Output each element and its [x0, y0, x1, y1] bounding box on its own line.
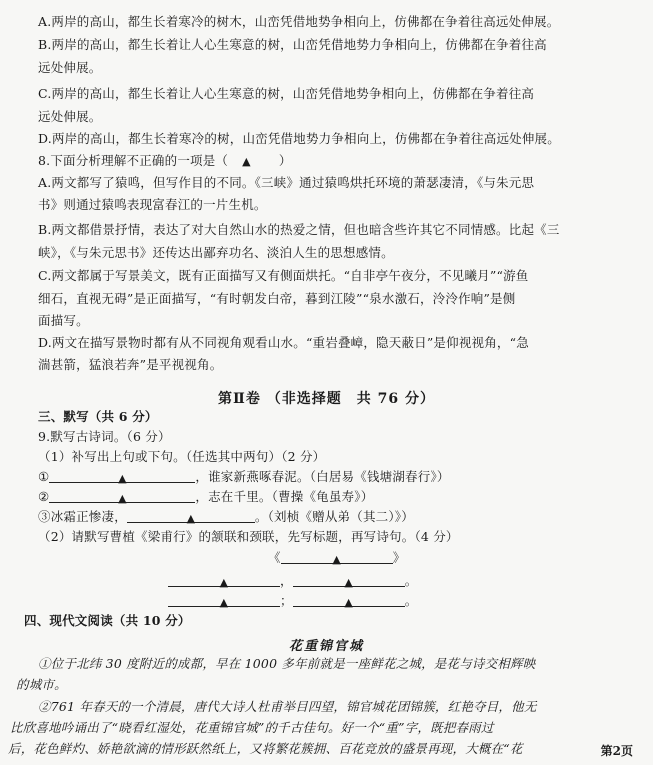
poem-title-blank[interactable]	[281, 551, 393, 564]
q9-item2-number: ②	[38, 489, 50, 504]
q9-stem: 9.默写古诗词。（6 分）	[38, 429, 171, 444]
q7-option-a: A.两岸的高山，都生长着寒冷的树木，山峦凭借地势争相向上，仿佛都在争着往高远处伸展。	[38, 14, 560, 29]
q9-item2	[38, 489, 373, 505]
q9-item1-text: ，谁家新燕啄春泥。（白居易《钱塘湖春行》）	[195, 469, 450, 484]
q7-option-c-line1: C.两岸的高山，都生长着让人心生寒意的树，山峦凭借地势争相向上，仿佛都在争着往高	[38, 86, 535, 101]
poem-row-1	[168, 573, 417, 589]
poem-line-2-blank[interactable]	[293, 574, 405, 587]
paragraph-2-line1: ②761 年春天的一个清晨，唐代大诗人杜甫举目四望，锦官城花团锦簇，红艳夺目，他无	[38, 699, 537, 714]
q9-part1: （1）补写出上句或下句。（任选其中两句）（2 分）	[38, 449, 326, 464]
paragraph-2-line2: 比欣喜地吟诵出了“晓看红湿处，花重锦官城”的千古佳句。好一个“重”字，既把春雨过	[10, 720, 494, 735]
answer-marker-icon: ▲	[344, 576, 354, 589]
q9-item3-blank[interactable]	[127, 510, 255, 523]
q8-stem-text: 8.下面分析理解不正确的一项是（	[38, 153, 229, 168]
answer-marker-icon: ▲	[219, 576, 229, 589]
poem-line-1-blank[interactable]	[168, 574, 280, 587]
q8-option-b-line1: B.两文都借景抒情，表达了对大自然山水的热爱之情，但也暗含些许其它不同情感。比起《三	[38, 222, 560, 237]
semicolon: ；	[280, 593, 293, 608]
q8-option-a-line1: A.两文都写了猿鸣，但写作目的不同。《三峡》通过猿鸣烘托环境的萧瑟凄清，《与朱元思	[38, 175, 535, 190]
q9-item2-text: ，志在千里。（曹操《龟虽寿》）	[195, 489, 374, 504]
title-close-bracket: 》	[392, 550, 406, 565]
poem-line-4-blank[interactable]	[293, 594, 405, 607]
comma: ，	[280, 573, 293, 588]
period: 。	[404, 573, 418, 588]
q8-option-b-line2: 峡》，《与朱元思书》还传达出鄙弃功名、淡泊人生的思想感情。	[38, 245, 394, 260]
answer-marker-icon: ▲	[186, 512, 196, 525]
q7-option-d: D.两岸的高山，都生长着寒冷的树，山峦凭借地势力争相向上，仿佛都在争着往高远处伸展。	[38, 131, 560, 146]
answer-marker-icon: ▲	[118, 492, 127, 505]
q8-stem	[38, 153, 292, 169]
q8-option-d-line1: D.两文在描写景物时都有从不同视角观看山水。“重岩叠嶂，隐天蔽日”是仰视视角，“急	[38, 335, 529, 350]
section-2-title: 第Ⅱ卷 （非选择题 共 76 分）	[218, 391, 435, 407]
q9-part2: （2）请默写曹植《梁甫行》的颔联和颈联，先写标题，再写诗句。（4 分）	[38, 529, 459, 544]
q8-option-a-line2: 书》则通过猿鸣表现富春江的一片生机。	[38, 197, 267, 212]
poem-row-2	[168, 593, 417, 609]
answer-marker-icon: ▲	[242, 155, 251, 168]
q9-item3	[38, 509, 414, 525]
paragraph-2-line3: 后，花色鲜灼、娇艳欲滴的情形跃然纸上，又将繁花簇拥、百花竞放的盛景再现，大概在“花	[8, 741, 523, 756]
q8-option-c-line1: C.两文都属于写景美文，既有正面描写又有侧面烘托。“自非亭午夜分，不见曦月”“游鱼	[38, 268, 529, 283]
page-number: 第2页	[600, 744, 633, 758]
q7-option-b-line2: 远处伸展。	[38, 60, 102, 75]
answer-marker-icon: ▲	[344, 596, 354, 609]
reading-heading: 四、现代文阅读（共 10 分）	[24, 613, 191, 628]
article-title: 花重锦官城	[288, 639, 364, 654]
q8-option-d-line2: 湍甚箭，猛浪若奔”是平视视角。	[38, 357, 223, 372]
dictation-heading: 三、默写（共 6 分）	[38, 409, 158, 424]
q9-item3-text-after: 。（刘桢《赠从弟（其二）》）	[254, 509, 414, 524]
period: 。	[404, 593, 418, 608]
answer-marker-icon: ▲	[219, 596, 229, 609]
q7-option-c-line2: 远处伸展。	[38, 109, 102, 124]
paragraph-1-line2: 的城市。	[16, 677, 67, 692]
q8-option-c-line2: 细石，直视无碍”是正面描写，“有时朝发白帝，暮到江陵”“泉水激石，泠泠作响”是侧	[38, 291, 516, 306]
q8-stem-close: ）	[278, 153, 292, 168]
paragraph-1-line1: ①位于北纬 30 度附近的成都，早在 1000 多年前就是一座鲜花之城，是花与诗交相辉映	[38, 656, 536, 671]
title-open-bracket: 《	[268, 550, 281, 565]
q7-option-b-line1: B.两岸的高山，都生长着让人心生寒意的树，山峦凭借地势力争相向上，仿佛都在争着往高	[38, 37, 547, 52]
q9-item1	[38, 469, 450, 485]
q9-item1-number: ①	[38, 469, 50, 484]
poem-title-row	[268, 550, 405, 566]
q9-item2-blank[interactable]	[49, 490, 195, 503]
answer-marker-icon: ▲	[118, 472, 127, 485]
q9-item1-blank[interactable]	[49, 470, 195, 483]
poem-line-3-blank[interactable]	[168, 594, 280, 607]
q9-item3-text-before: ③冰霜正惨凄，	[38, 509, 127, 524]
answer-marker-icon: ▲	[332, 553, 342, 566]
q8-option-c-line3: 面描写。	[38, 313, 89, 328]
